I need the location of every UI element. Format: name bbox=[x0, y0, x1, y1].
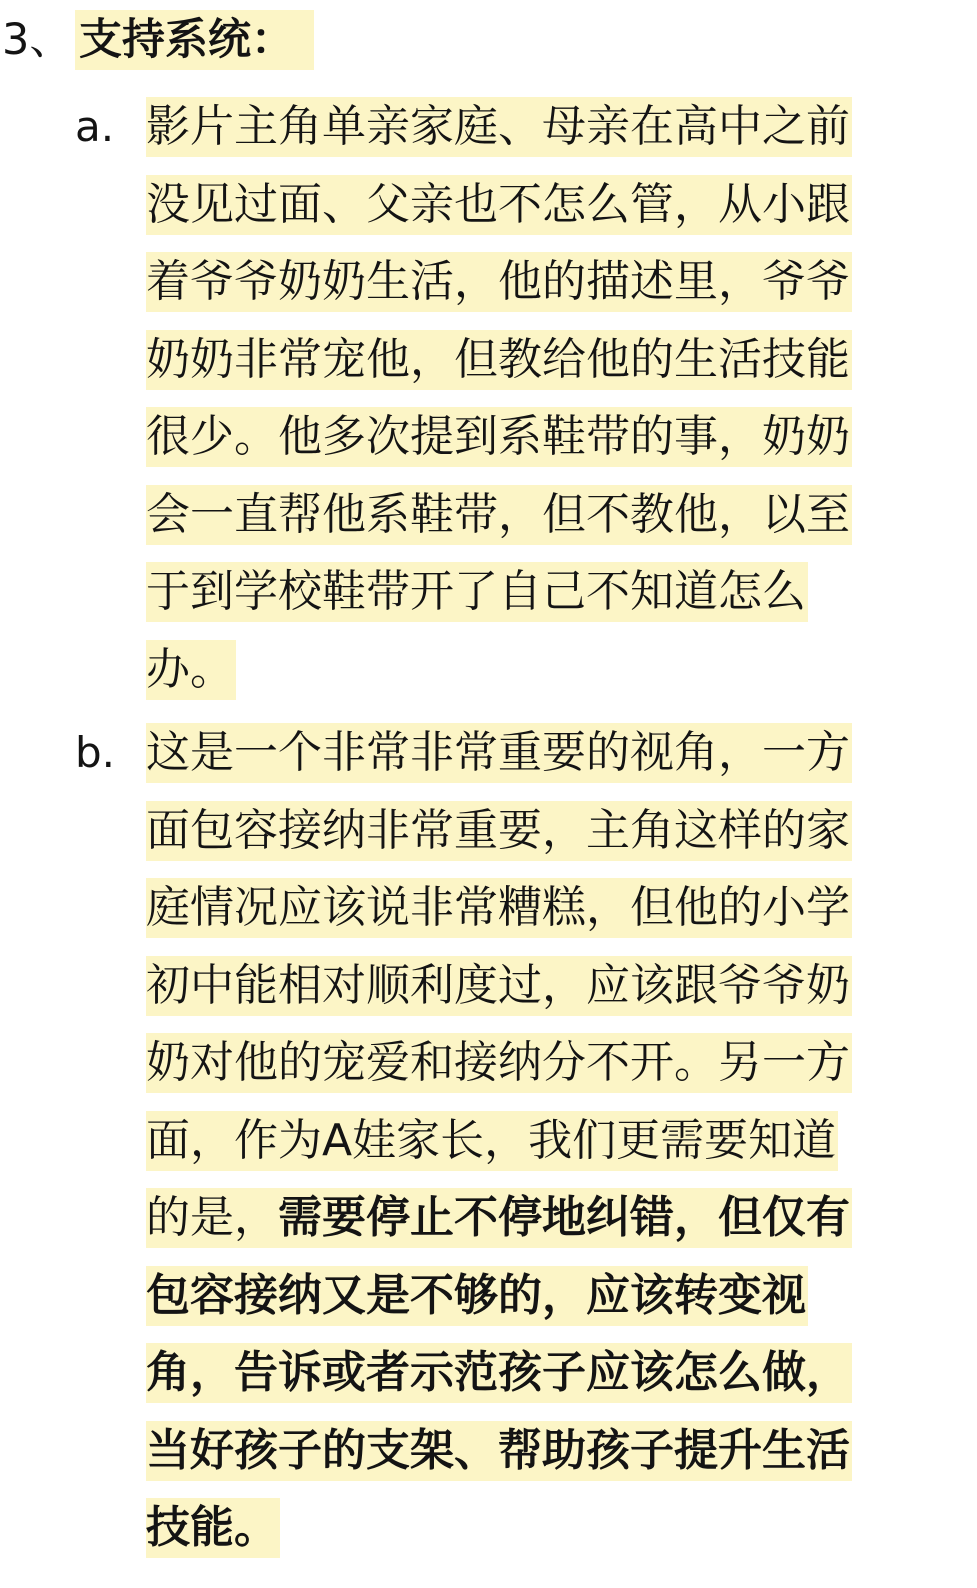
section-heading bbox=[2, 10, 314, 70]
section-title: 支持系统： bbox=[75, 10, 314, 70]
item-a-marker: a. bbox=[75, 102, 115, 151]
paragraph-line bbox=[146, 640, 906, 718]
paragraph-line-bold bbox=[146, 1498, 906, 1576]
paragraph-line bbox=[146, 252, 906, 330]
paragraph-line bbox=[146, 878, 906, 956]
line-text: 面包容接纳非常重要，主角这样的家 bbox=[146, 801, 852, 861]
line-text-emphasis: 当好孩子的支架、帮助孩子提升生活 bbox=[146, 1421, 852, 1481]
item-a-paragraph bbox=[146, 97, 906, 717]
line-text: 奶奶非常宠他，但教给他的生活技能 bbox=[146, 330, 852, 390]
paragraph-line bbox=[146, 407, 906, 485]
line-text-emphasis: 需要停止不停地纠错，但仅有 bbox=[278, 1192, 850, 1243]
line-text: 庭情况应该说非常糟糕，但他的小学 bbox=[146, 878, 852, 938]
line-text: 会一直帮他系鞋带，但不教他，以至 bbox=[146, 485, 852, 545]
line-text: 这是一个非常非常重要的视角，一方 bbox=[146, 723, 852, 783]
line-text: 面，作为A娃家长，我们更需要知道 bbox=[146, 1111, 838, 1171]
paragraph-line-mixed bbox=[146, 1188, 906, 1266]
paragraph-line-bold bbox=[146, 1343, 906, 1421]
paragraph-line bbox=[146, 485, 906, 563]
line-text: 着爷爷奶奶生活，他的描述里，爷爷 bbox=[146, 252, 852, 312]
paragraph-line bbox=[146, 330, 906, 408]
item-b-paragraph bbox=[146, 723, 906, 1576]
line-text: 没见过面、父亲也不怎么管，从小跟 bbox=[146, 175, 852, 235]
section-number: 3、 bbox=[2, 15, 73, 65]
paragraph-line bbox=[146, 1111, 906, 1189]
item-b-marker: b. bbox=[75, 728, 116, 777]
line-text-emphasis: 技能。 bbox=[146, 1498, 280, 1558]
line-text-emphasis: 包容接纳又是不够的，应该转变视 bbox=[146, 1266, 808, 1326]
paragraph-line-bold bbox=[146, 1421, 906, 1499]
line-text-mixed bbox=[146, 1188, 852, 1248]
paragraph-line bbox=[146, 97, 906, 175]
line-text: 于到学校鞋带开了自己不知道怎么 bbox=[146, 562, 808, 622]
paragraph-line bbox=[146, 562, 906, 640]
line-text-normal: 的是， bbox=[146, 1192, 278, 1243]
paragraph-line-bold bbox=[146, 1266, 906, 1344]
line-text: 很少。他多次提到系鞋带的事，奶奶 bbox=[146, 407, 852, 467]
paragraph-line bbox=[146, 723, 906, 801]
line-text-emphasis: 角，告诉或者示范孩子应该怎么做， bbox=[146, 1343, 852, 1403]
line-text: 初中能相对顺利度过，应该跟爷爷奶 bbox=[146, 956, 852, 1016]
line-text: 奶对他的宠爱和接纳分不开。另一方 bbox=[146, 1033, 852, 1093]
paragraph-line bbox=[146, 1033, 906, 1111]
paragraph-line bbox=[146, 956, 906, 1034]
line-text: 办。 bbox=[146, 640, 236, 700]
paragraph-line bbox=[146, 175, 906, 253]
paragraph-line bbox=[146, 801, 906, 879]
line-text: 影片主角单亲家庭、母亲在高中之前 bbox=[146, 97, 852, 157]
